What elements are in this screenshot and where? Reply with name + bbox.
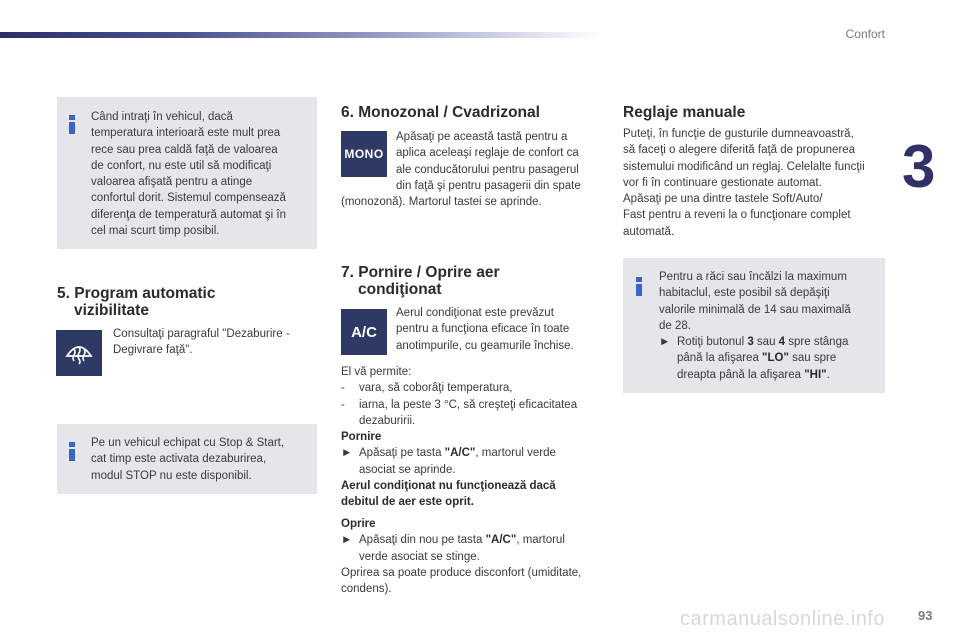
info-box-extreme-temperature xyxy=(623,258,885,393)
info-text: Pe un vehicul echipat cu Stop & Start, cat timp este activata dezaburirea, modul STOP nu este disponibil. xyxy=(91,437,285,482)
arrow-bullet-icon: ► xyxy=(341,447,353,460)
section7-stop: Oprire ► Apăsaţi din nou pe tasta "A/C", martorul verde asociat se stinge. Oprirea sa poate produce disconfort (umiditate, condens). xyxy=(341,518,582,596)
info-icon xyxy=(69,115,75,133)
section5-title: 5. Program automatic vizibilitate xyxy=(57,285,216,319)
info-box-stop-start xyxy=(57,424,317,494)
arrow-bullet-icon: ► xyxy=(341,534,353,547)
info-text: Când intraţi în vehicul, dacă temperatura interioară este mult prea rece sau prea caldă faţă de valoarea de confort, nu este util să modificaţi valoarea afişată pentru a atinge confortul dorit. Sistemul compensează diferenţa de temperatură automat şi în cel mai scurt timp posibil. xyxy=(91,111,286,238)
section-label: Confort xyxy=(845,27,885,41)
info-icon xyxy=(69,442,75,460)
header-gradient-bar xyxy=(0,32,600,38)
chapter-number: 3 xyxy=(902,133,936,200)
section5-text: Consultaţi paragraful "Dezaburire - Degivrare faţă". xyxy=(113,328,290,357)
defrost-icon xyxy=(64,340,94,366)
section7-intro: Aerul condiţionat este prevăzut pentru a funcţiona eficace în toate anotimpurile, cu geamurile închise. xyxy=(396,307,574,352)
info-box-temperature xyxy=(57,97,317,249)
arrow-bullet-icon: ► xyxy=(659,336,671,349)
ac-button-icon: A/C xyxy=(341,309,387,355)
page-number: 93 xyxy=(918,608,933,623)
section6-text: Apăsaţi pe această tastă pentru a aplica aceleaşi reglaje de confort ca ale conducătorului pentru pasagerul din faţă şi pentru pasagerii din spate xyxy=(396,131,581,192)
watermark: carmanualsonline.info xyxy=(680,608,886,630)
section6-text-cont: (monozonă). Martorul tastei se aprinde. xyxy=(341,196,542,208)
mono-button-icon: MONO xyxy=(341,131,387,177)
info-text: Pentru a răci sau încălzi la maximum habitaclul, este posibil să depăşiţi valorile minimală de 14 sau maximală de 28. ► Rotiţi butonul 3 sau 4 spre stânga până la afişarea "LO" sau spre dreapta până la afişarea "HI". xyxy=(659,271,851,381)
defrost-button-icon xyxy=(56,330,102,376)
section6-title: 6. Monozonal / Cvadrizonal xyxy=(341,104,540,121)
info-icon xyxy=(636,277,642,295)
section7-body: El vă permite: - vara, să coborâţi temperatura, - iarna, la peste 3 °C, să creşteţi eficacitatea dezaburirii. Pornire ► Apăsaţi pe tasta "A/C", martorul verde asociat se aprinde. Aerul condiţionat nu funcţionează dacă debitul de aer este oprit. xyxy=(341,366,578,509)
section7-title: 7. Pornire / Oprire aer condiţionat xyxy=(341,264,500,298)
manual-title: Reglaje manuale xyxy=(623,104,746,121)
manual-text: Puteţi, în funcţie de gusturile dumneavoastră, să faceţi o alegere diferită faţă de propunerea sistemului modificând un reglaj. Celelalte funcţii vor fi în continuare gestionate automat. Apăsaţi pe una dintre tastele Soft/Auto/ Fast pentru a reveni la o funcţionare complet automată. xyxy=(623,128,865,238)
